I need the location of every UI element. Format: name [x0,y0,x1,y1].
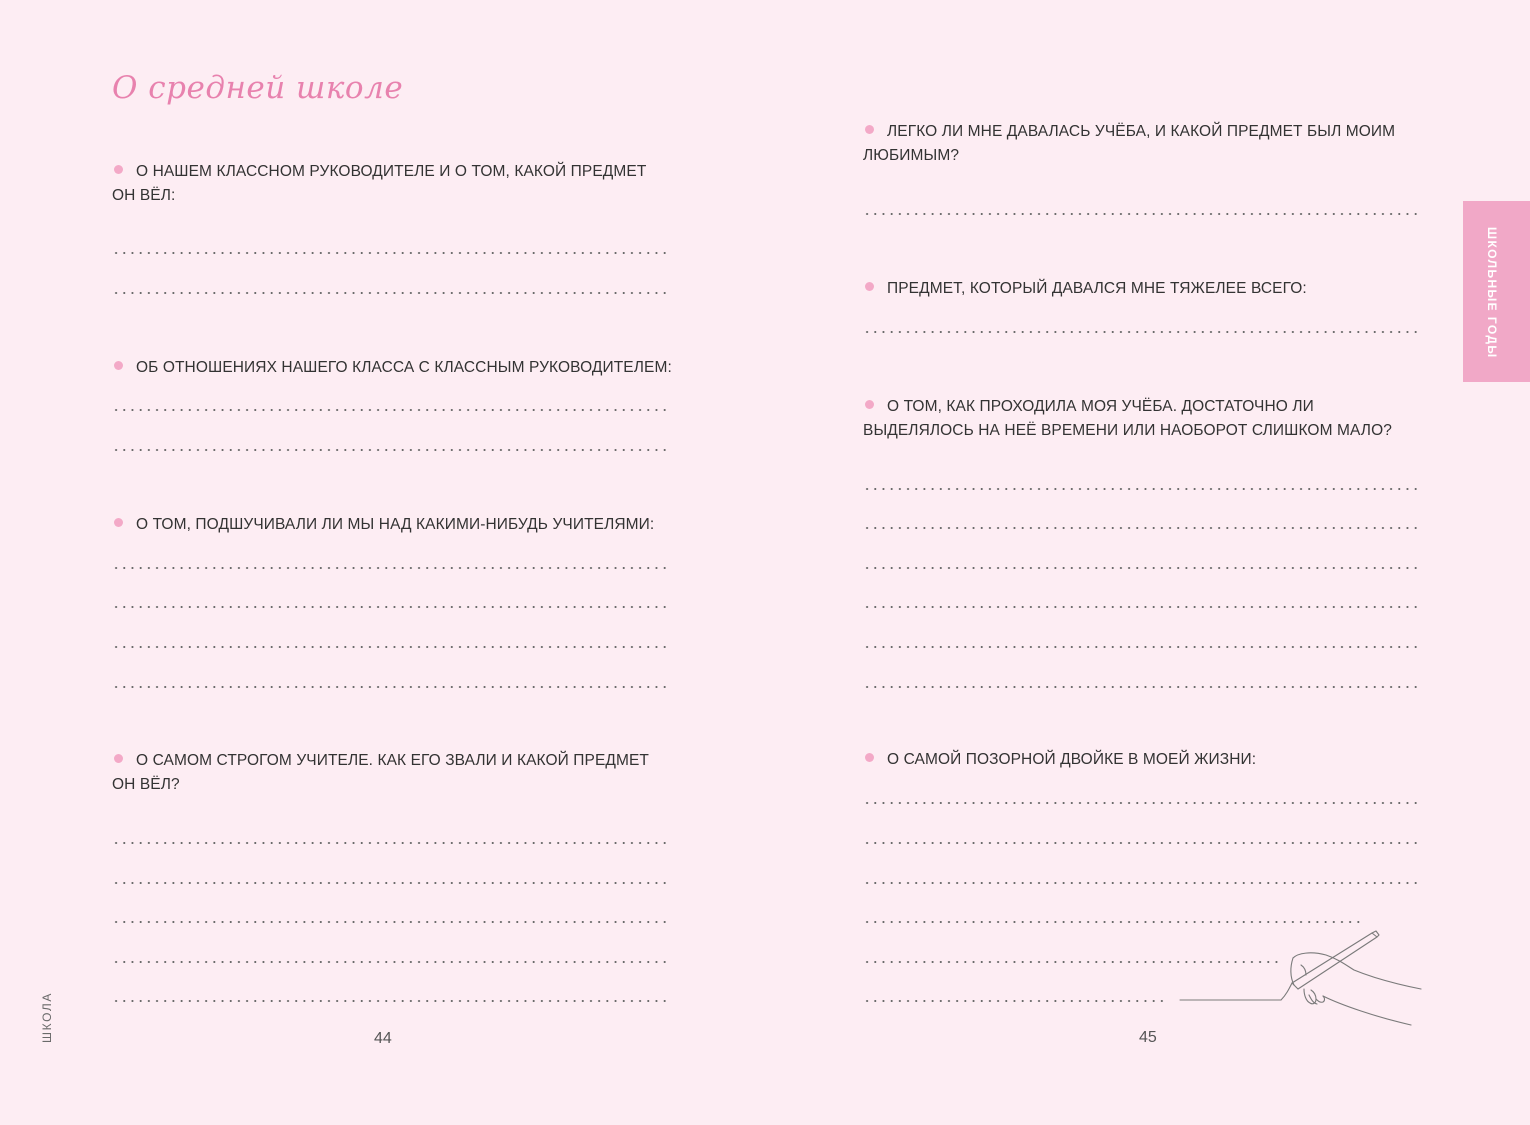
answer-line[interactable] [112,646,670,648]
question-text: ПРЕДМЕТ, КОТОРЫЙ ДАВАЛСЯ МНЕ ТЯЖЕЛЕЕ ВСЕГО: [887,280,1307,297]
question-text: О САМОМ СТРОГОМ УЧИТЕЛЕ. КАК ЕГО ЗВАЛИ И КАКОЙ ПРЕДМЕТ ОН ВЁЛ? [112,752,650,793]
bullet-icon [865,282,874,291]
answer-line[interactable] [112,449,670,451]
answer-line[interactable] [863,213,1421,215]
section-tab[interactable] [1463,201,1530,382]
bullet-icon [114,754,123,763]
bullet-icon [114,361,123,370]
page-number-right: 45 [1139,1029,1157,1046]
answer-line[interactable] [863,842,1421,844]
question-strict-teacher [112,749,672,797]
answer-line[interactable] [112,961,670,963]
answer-line[interactable] [112,409,670,411]
question-text: О ТОМ, КАК ПРОХОДИЛА МОЯ УЧЁБА. ДОСТАТОЧНО ЛИ ВЫДЕЛЯЛОСЬ НА НЕЁ ВРЕМЕНИ ИЛИ НАОБОРОТ СЛИШКОМ МАЛО? [863,398,1392,439]
bullet-icon [865,400,874,409]
bullet-icon [865,753,874,762]
question-study-time [863,395,1423,443]
answer-line[interactable] [863,921,1363,923]
section-tab-label: ШКОЛЬНЫЕ ГОДЫ [1485,227,1499,359]
answer-line[interactable] [112,606,670,608]
answer-line[interactable] [112,567,670,569]
answer-line[interactable] [112,1000,670,1002]
running-head: ШКОЛА [40,992,54,1043]
question-text: ОБ ОТНОШЕНИЯХ НАШЕГО КЛАССА С КЛАССНЫМ РУКОВОДИТЕЛЕМ: [136,359,672,376]
answer-line[interactable] [112,686,670,688]
question-text: О ТОМ, ПОДШУЧИВАЛИ ЛИ МЫ НАД КАКИМИ-НИБУДЬ УЧИТЕЛЯМИ: [136,516,655,533]
answer-line[interactable] [863,527,1421,529]
question-worst-grade [863,748,1423,772]
answer-line[interactable] [863,331,1421,333]
bullet-icon [865,125,874,134]
bullet-icon [114,165,123,174]
question-teacher-jokes [112,513,672,537]
question-text: О НАШЕМ КЛАССНОМ РУКОВОДИТЕЛЕ И О ТОМ, КАКОЙ ПРЕДМЕТ ОН ВЁЛ: [112,163,647,204]
question-favorite-subject [863,120,1423,168]
answer-line[interactable] [863,606,1421,608]
question-text: О САМОЙ ПОЗОРНОЙ ДВОЙКЕ В МОЕЙ ЖИЗНИ: [887,751,1257,768]
answer-line[interactable] [863,646,1421,648]
answer-line[interactable] [863,488,1421,490]
answer-line[interactable] [863,882,1421,884]
question-hardest-subject [863,277,1423,301]
question-class-teacher [112,160,672,208]
bullet-icon [114,518,123,527]
answer-line[interactable] [112,921,670,923]
answer-line[interactable] [112,842,670,844]
page-title: О средней школе [112,70,404,106]
answer-line[interactable] [112,292,670,294]
page-number-left: 44 [374,1030,392,1047]
answer-line[interactable] [863,802,1421,804]
hand-writing-pencil-icon [1176,925,1426,1035]
answer-line[interactable] [863,686,1421,688]
answer-line[interactable] [863,1000,1167,1002]
question-class-relations [112,356,672,380]
question-text: ЛЕГКО ЛИ МНЕ ДАВАЛАСЬ УЧЁБА, И КАКОЙ ПРЕДМЕТ БЫЛ МОИМ ЛЮБИМЫМ? [863,123,1396,164]
answer-line[interactable] [112,882,670,884]
answer-line[interactable] [112,252,670,254]
answer-line[interactable] [863,567,1421,569]
